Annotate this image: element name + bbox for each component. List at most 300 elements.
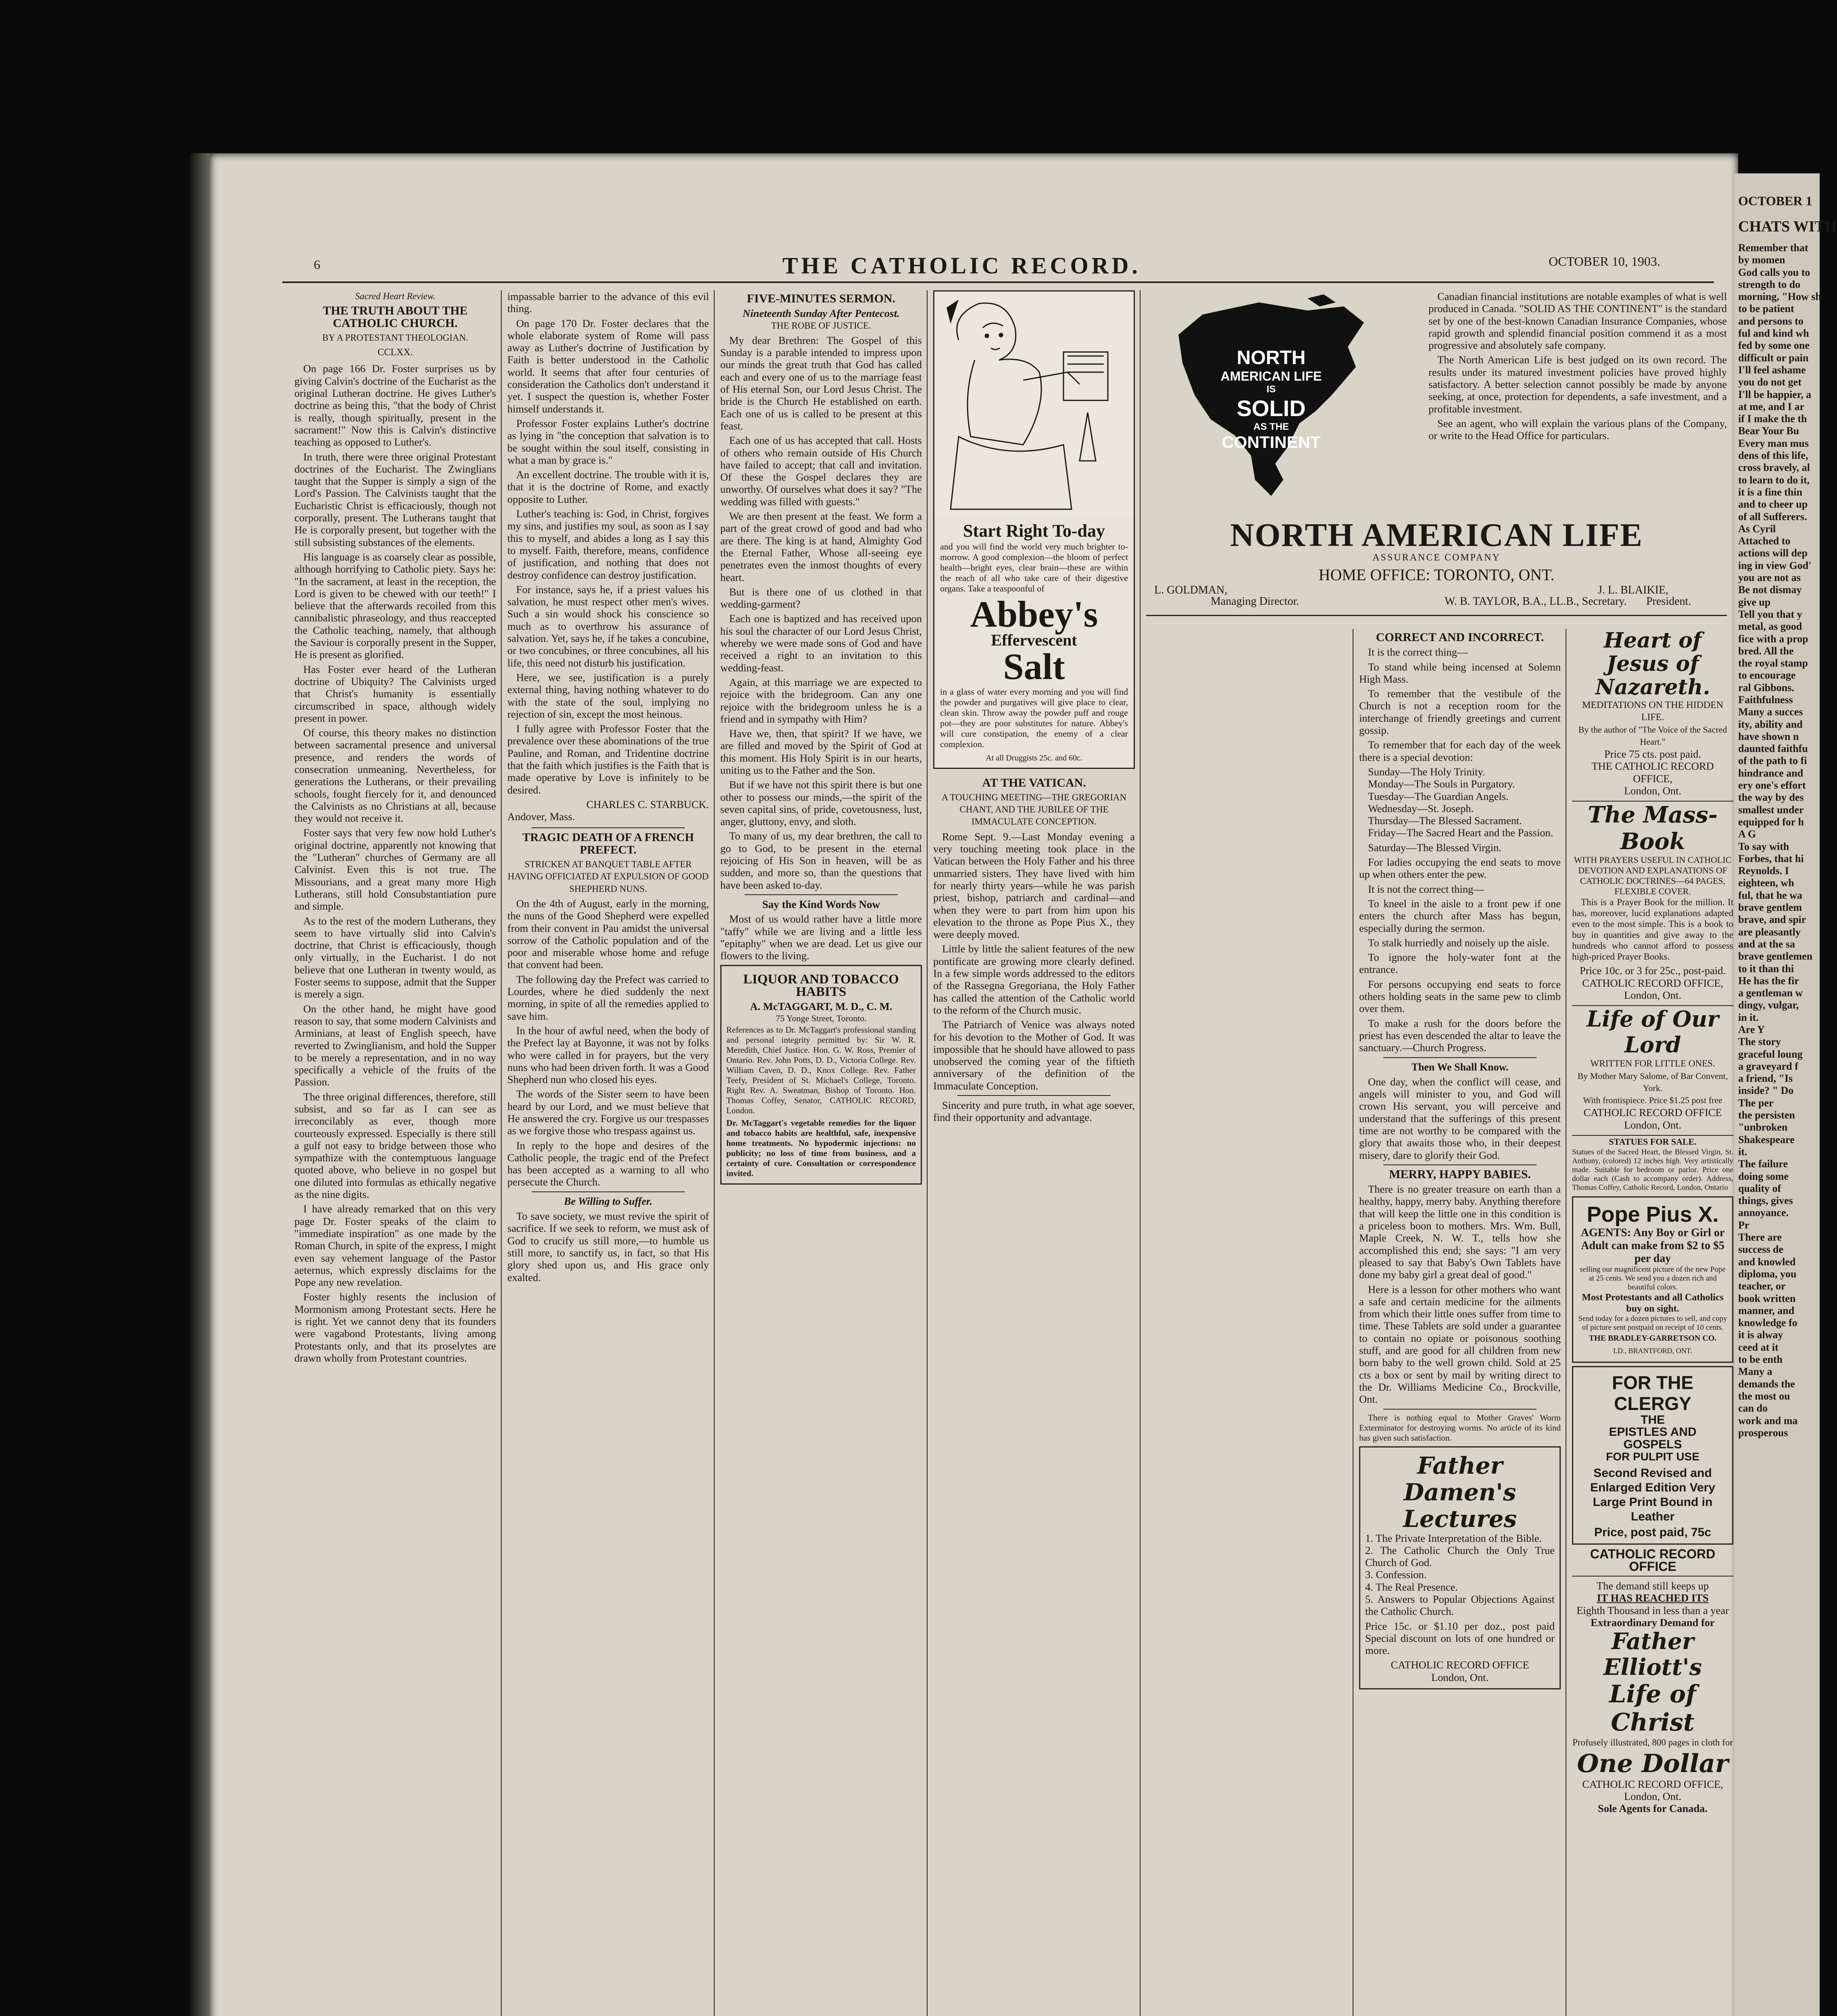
adjacent-line: The failure xyxy=(1738,1158,1788,1170)
ad-author: By the author of "The Voice of the Sacred Heart." xyxy=(1578,724,1727,747)
page-number: 6 xyxy=(314,257,320,272)
ad-office: CATHOLIC RECORD OFFICE, xyxy=(1582,977,1723,989)
sermon-paragraph: To many of us, my dear brethren, the call to go to God, to be present in the eternal rejoicing of His Son in heaven, will be as sudden, and more so, than the questions that have been asked to-day. xyxy=(720,830,922,891)
column-2 xyxy=(507,290,709,2016)
article-paragraph: On page 166 Dr. Foster surprises us by giving Calvin's doctrine of the Eucharist as the original Lutheran doctrine. He gives Luther's doctrine as being this, "that the body of Christ is really, though spiritually, present in the sacrament!" Now this is Calvin's distinctive teaching as opposed to Luther's. xyxy=(294,362,496,448)
ad-text: Second Revised and Enlarged Edition Very Large Print Bound in Leather xyxy=(1590,1466,1716,1524)
divider xyxy=(1146,615,1727,616)
slogan-line: CONTINENT xyxy=(1222,433,1321,452)
slogan-line: SOLID xyxy=(1236,396,1306,421)
article-paragraph: His language is as coarsely clear as possible, although horrifying to Catholic piety. Says he: "In the sacrament, at least in the reception, the Lord is given to be chewed with our teeth!" I believe that the afterwards recoiled from this cannibalistic phraseology, and thus reaccepted the Catholic teaching, namely, that although the Saviour is corporally present in the Supper, He is present as glorified. xyxy=(294,550,496,661)
sermon-paragraph: Have we, then, that spirit? If we have, we are filled and moved by the Spirit of God at this moment. His Holy Spirit is in our hearts, uniting us to the Father and the Son. xyxy=(720,727,922,776)
article-paragraph: The words of the Sister seem to have been heard by our Lord, and we must believe that He answered the cry. Forgive us our trespasses as we forgive those who trespass against us. xyxy=(507,1088,709,1137)
slogan-line: IS xyxy=(1266,384,1276,395)
lecture-item: 1. The Private Interpretation of the Bible. xyxy=(1365,1532,1542,1544)
divider xyxy=(957,1095,1111,1096)
masthead: THE CATHOLIC RECORD. xyxy=(782,252,1141,279)
adjacent-line: give up xyxy=(1738,596,1771,608)
ad-office: THE CATHOLIC RECORD OFFICE, xyxy=(1591,760,1714,785)
president-name: J. L. BLAIKIE, xyxy=(1598,584,1668,596)
ad-place: London, Ont. xyxy=(1624,785,1682,797)
adjacent-line: Faithfulness xyxy=(1738,694,1793,706)
ad-place: London, Ont. xyxy=(1624,1118,1682,1131)
ad-text: Statues of the Sacred Heart, the Blessed Virgin, St. Anthony, (colored) 12 inches high. Very artistically made. Suitable for bedroom or parlor. Price one dollar each (Cash to accompany order). Address, Thomas Coffey, Catholic Record, London, Ontario xyxy=(1572,1148,1733,1192)
adjacent-line: To say with xyxy=(1738,840,1789,852)
article-paragraph: impassable barrier to the advance of this evil thing. xyxy=(507,290,709,315)
adjacent-line: manner, and xyxy=(1738,1304,1795,1316)
adjacent-line: in it. xyxy=(1738,1011,1759,1023)
adjacent-line: a friend, "Is xyxy=(1738,1073,1793,1085)
slogan-line: AS THE xyxy=(1253,421,1289,432)
ad-title: LIQUOR AND TOBACCO HABITS xyxy=(743,972,899,999)
adjacent-line: at me, and I ar xyxy=(1738,400,1804,412)
adjacent-line: ity, ability and xyxy=(1738,718,1803,730)
ad-line: FOR PULPIT USE xyxy=(1606,1450,1699,1463)
ad-agents: AGENTS: Any Boy or Girl or Adult can make from $2 to $5 per day xyxy=(1581,1227,1725,1265)
article-paragraph: The Patriarch of Venice was always noted for his devotion to the Mother of God. It was impossible that he should have allowed to pass unobserved the coming year of the fiftieth anniversary of the definition of the Immaculate Conception. xyxy=(933,1018,1135,1092)
divider xyxy=(1383,1057,1537,1058)
article-paragraph: Foster says that very few now hold Luther's original doctrine, apparently not knowing that the "Lutheran" churches of Germany are all Calvinist. Even this is not true. The Missourians, and a great many more High Lutherans, still hold Consubstantiation pure and simple. xyxy=(294,827,496,912)
article-paragraph: Here, we see, justification is a purely external thing, having nothing whatever to do with the state of the soul, implying no rejection of sin, except the most heinous. xyxy=(507,671,709,720)
divider xyxy=(532,1191,685,1192)
ad-text: selling our magnificent picture of the new Pope at 25 cents. We send you a dozen rich and beautiful colors. xyxy=(1580,1265,1726,1292)
md-name: L. GOLDMAN, xyxy=(1154,584,1228,596)
adjacent-line: Many a xyxy=(1738,1366,1772,1378)
adjacent-line: Attached to xyxy=(1738,535,1791,547)
adjacent-line: the way by des xyxy=(1738,791,1804,804)
sermon-title: FIVE-MINUTES SERMON. xyxy=(746,292,896,305)
column-6 xyxy=(1359,629,1561,2016)
clergy-ad xyxy=(1572,1366,1733,1545)
adjacent-line: strength to do xyxy=(1738,278,1801,290)
adjacent-line: of the path to fi xyxy=(1738,755,1807,767)
article-title: MERRY, HAPPY BABIES. xyxy=(1389,1167,1531,1181)
adjacent-line: ful, that he wa xyxy=(1738,889,1802,901)
masthead-rule xyxy=(282,281,1714,283)
ad-text: Eighth Thousand in less than a year xyxy=(1576,1604,1729,1616)
adjacent-line: by momen xyxy=(1738,254,1785,266)
ad-subtitle: WRITTEN FOR LITTLE ONES. xyxy=(1590,1058,1715,1069)
abbeys-salt-ad xyxy=(933,290,1135,769)
article-subtitle: STRICKEN AT BANQUET TABLE AFTER HAVING OFFICIATED AT EXPULSION OF GOOD SHEPHERD NUNS. xyxy=(507,859,709,894)
adjacent-line: to be patient xyxy=(1738,303,1794,315)
adjacent-line: Many a succes xyxy=(1738,706,1803,718)
ad-title: Life of Christ xyxy=(1609,1680,1696,1737)
adjacent-line: and knowled xyxy=(1738,1256,1796,1268)
nal-paragraph: The North American Life is best judged on its own record. The results under its matured investment policies have proved highly satisfactory. A better selection cannot possibly be made by anyone seeking, at once, protection for dependents, a safe investment, and a profitable investment. xyxy=(1428,354,1727,415)
list-item: To stalk hurriedly and noisely up the aisle. xyxy=(1368,936,1550,949)
adjacent-line: morning, "How sh xyxy=(1738,291,1821,303)
newspaper-page xyxy=(210,153,1738,2016)
adjacent-line: daunted faithfu xyxy=(1738,743,1808,755)
adjacent-line: a gentleman w xyxy=(1738,987,1803,999)
nal-copy xyxy=(1428,290,1727,442)
list-item: Friday—The Sacred Heart and the Passion. xyxy=(1368,827,1553,839)
article-paragraph: I fully agree with Professor Foster that the prevalence over these abominations of the true Pauline, and Roman, and Tridentine doctrine that the faith which justifies is the Faith that is made operative by Love is infinitely to be desired. xyxy=(507,723,709,796)
company-name: NORTH AMERICAN LIFE xyxy=(1230,516,1643,553)
home-office: HOME OFFICE: TORONTO, ONT. xyxy=(1318,566,1555,584)
adjacent-line: fice with a prop xyxy=(1738,633,1808,645)
article-place: Andover, Mass. xyxy=(507,810,575,823)
adjacent-line: teacher, or xyxy=(1738,1280,1786,1292)
article-paragraph: Little by little the salient features of the new pontificate are growing more clearly defined. In a few simple words addressed to the editors of the Rassegna Gregoriana, the Holy Father has called the attention of the Catholic world to the reform of the Church music. xyxy=(933,943,1135,1016)
ad-text: Extraordinary Demand for xyxy=(1591,1616,1715,1629)
ad-text: The demand still keeps up xyxy=(1596,1580,1709,1592)
adjacent-line: dens of this life, xyxy=(1738,450,1808,462)
divider xyxy=(744,894,898,895)
article-paragraph: In the hour of awful need, when the body of the Prefect lay at Bayonne, it was not by folks who were called in for prayers, but the very nuns who had been driven forth. It was a Good Shepherd nun who closed his eyes. xyxy=(507,1024,709,1086)
sermon-paragraph: Each one is baptized and has received upon his soul the character of our Lord Jesus Christ, whereby we were made sons of God and have received a right to an invitation to this wedding-feast. xyxy=(720,612,922,674)
ad-title: The Mass-Book xyxy=(1587,802,1718,855)
adjacent-line: Bear Your Bu xyxy=(1738,425,1799,437)
ad-text: Send today for a dozen pictures to sell, and copy of picture sent postpaid on receipt of 10 cents. xyxy=(1578,1314,1727,1332)
ad-text: This is a Prayer Book for the million. It has, moreover, lucid explanations adapted even to the most simple. This is a book to buy in quantities and give away to the hundreds who cannot afford to possess high-priced Prayer Books. xyxy=(1572,897,1733,962)
ad-footer: At all Druggists 25c. and 60c. xyxy=(986,754,1082,763)
sermon-subtitle: Nineteenth Sunday After Pentecost. xyxy=(742,307,900,320)
list-item: Tuesday—The Guardian Angels. xyxy=(1368,790,1509,802)
article-paragraph: On the other hand, he might have good reason to say, that some modern Calvinists and Arminians, at least of English speech, have reverted to Zwinglianism, and hold the Supper to be merely a representation, and in no way specifically a vehicle of the fruits of the Passion. xyxy=(294,1002,496,1088)
adjacent-line: He has the fir xyxy=(1738,975,1799,987)
ad-author: By Mother Mary Salome, of Bar Convent, York. xyxy=(1577,1070,1728,1093)
article-subtitle: A TOUCHING MEETING—THE GREGORIAN CHANT, AND THE JUBILEE OF THE IMMACULATE CONCEPTION. xyxy=(941,792,1127,827)
column-rule xyxy=(1140,290,1141,2016)
adjacent-line: diploma, you xyxy=(1738,1268,1797,1280)
divider xyxy=(532,827,685,828)
adjacent-line: the persisten xyxy=(1738,1109,1795,1121)
sermon-paragraph: But if we have not this spirit there is but one other to possess our minds,—the spirit of the seven capital sins, of pride, covetousness, lust, anger, gluttony, envy, and sloth. xyxy=(720,779,922,828)
adjacent-page xyxy=(1734,173,1837,2016)
ad-line: THE xyxy=(1641,1413,1665,1427)
list-item: Sunday—The Holy Trinity. xyxy=(1368,765,1485,778)
brand-name: Abbey's xyxy=(970,594,1098,635)
adjacent-line: I'll be happier, a xyxy=(1738,388,1812,400)
list-item: Wednesday—St. Joseph. xyxy=(1368,802,1474,814)
ad-address: 75 Yonge Street, Toronto. xyxy=(776,1013,867,1024)
adjacent-line: things, gives xyxy=(1738,1195,1793,1207)
adjacent-line: the most ou xyxy=(1738,1390,1790,1402)
adjacent-line: As Cyril xyxy=(1738,523,1776,535)
ad-place: London, Ont. xyxy=(1624,1790,1682,1802)
adjacent-line: ery one's effort xyxy=(1738,779,1806,791)
adjacent-line: it is alway xyxy=(1738,1329,1783,1341)
adjacent-line: to it than thi xyxy=(1738,962,1794,975)
article-paragraph: There is no greater treasure on earth than a healthy, happy, merry baby. Anything therefore that will keep the little one in this condition is a priceless boon to mothers. Mrs. Wm. Bull, Maple Creek, N. W. T., tells how she accomplished this end; she says: "I am very pleased to say that Baby's Own Tablets have done my baby girl a great deal of good." xyxy=(1359,1183,1561,1281)
article-title: THE TRUTH ABOUT THE CATHOLIC CHURCH. xyxy=(323,304,468,330)
sermon-paragraph: Again, at this marriage we are expected to rejoice with the bridegroom. Can any one rejoice with the bridegroom unless he is a friend and in sympathy with Him? xyxy=(720,676,922,725)
adjacent-line: brave gentlem xyxy=(1738,902,1802,914)
list-item: For ladies occupying the end seats to move up when others enter the pew. xyxy=(1359,856,1561,881)
adjacent-line: smallest under xyxy=(1738,804,1804,816)
article-title: Be Willing to Suffer. xyxy=(564,1195,653,1207)
sermon-paragraph: Each one of us has accepted that call. Hosts of others who remain outside of His Church have failed to accept; that call and invitation. Of these the Gospel declares they are unworthy. Of ourselves what does it say? "The wedding was filled with guests." xyxy=(720,434,922,508)
president-title: President. xyxy=(1646,595,1691,608)
lecture-item: 2. The Catholic Church the Only True Church of God. xyxy=(1365,1544,1555,1569)
company-subtitle: ASSURANCE COMPANY xyxy=(1372,552,1501,563)
ad-office: CATHOLIC RECORD OFFICE xyxy=(1583,1106,1722,1119)
article-paragraph: One day, when the conflict will cease, and angels will minister to you, and God will crown His servant, you will perceive and understand that the sufferings of this present time are not worthy to be compared with the glory that awaits those who, in their deepest misery, dare to glorify their God. xyxy=(1359,1075,1561,1161)
pope-pius-ad xyxy=(1572,1196,1733,1363)
adjacent-line: ing in view God' xyxy=(1738,559,1812,571)
woman-illustration xyxy=(934,292,1134,517)
adjacent-line: of all Sufferers. xyxy=(1738,510,1807,523)
article-title: Then We Shall Know. xyxy=(1411,1061,1509,1073)
ad-office: CATHOLIC RECORD OFFICE, xyxy=(1582,1778,1723,1790)
article-paragraph: Most of us would rather have a little more "taffy" while we are living and a little less "epitaphy" when we are dead. Let us give our flowers to the living. xyxy=(720,913,922,962)
adjacent-line: you are not as xyxy=(1738,572,1801,584)
article-paragraph: On page 170 Dr. Foster declares that the whole elaborate system of Rome will pass away as Luther's doctrine of Justification by Faith is better understood in the Catholic world. It seems that after four centuries of consideration the Catholics don't understand it yet. I suspect the question is, whether Foster himself understands it. xyxy=(507,317,709,415)
nal-paragraph: See an agent, who will explain the various plans of the Company, or write to the Head Office for particulars. xyxy=(1428,417,1727,442)
lecture-item: 5. Answers to Popular Objections Against the Catholic Church. xyxy=(1365,1593,1555,1618)
column-rule xyxy=(927,290,928,2016)
adjacent-line: Are Y xyxy=(1738,1024,1765,1035)
adjacent-line: if I make the th xyxy=(1738,413,1807,425)
ad-line: GOSPELS xyxy=(1623,1437,1682,1451)
sermon-paragraph: We are then present at the feast. We form a part of the great crowd of good and bad who are there. The king is at hand, Almighty God the Eternal Father, Whose all-seeing eye penetrates even the inmost thoughts of every heart. xyxy=(720,510,922,583)
adjacent-line: cross bravely, al xyxy=(1738,462,1810,474)
adjacent-line: The story xyxy=(1738,1036,1781,1048)
article-title: Say the Kind Words Now xyxy=(762,898,880,910)
adjacent-line: difficult or pain xyxy=(1738,352,1809,364)
ad-title: Father Elliott's xyxy=(1603,1628,1702,1681)
ad-price: Price 75 cts. post paid. xyxy=(1604,748,1701,760)
column-rule xyxy=(501,290,502,2016)
list-item: To kneel in the aisle to a front pew if one enters the church after Mass has begun, especially during the sermon. xyxy=(1359,897,1561,934)
map-slogan xyxy=(1203,347,1340,452)
adjacent-line: brave, and spir xyxy=(1738,914,1806,926)
article-paragraph: For instance, says he, if a priest values his salvation, he must respect other men's wives. Such a sin would shock his conscience so much as to overthrow his assurance of salvation. Yet, says he, if he takes a concubine, or two concubines, or three concubines, all his life, this need not disturb his justification. xyxy=(507,583,709,669)
adjacent-line: Be not dismay xyxy=(1738,584,1802,596)
adjacent-line: bred. All the xyxy=(1738,645,1794,657)
section-label: Sacred Heart Review. xyxy=(355,291,436,301)
md-title: Managing Director. xyxy=(1211,595,1299,608)
ad-text: Profusely illustrated, 800 pages in cloth for xyxy=(1572,1737,1733,1748)
ad-place: London, Ont. xyxy=(1431,1671,1489,1683)
lecture-item: 4. The Real Presence. xyxy=(1365,1581,1458,1593)
adjacent-line: the royal stamp xyxy=(1738,657,1808,669)
worms-notice: There is nothing equal to Mother Graves' Worm Exterminator for destroying worms. No article of its kind has given such satisfaction. xyxy=(1359,1412,1561,1443)
adjacent-line: God calls you to xyxy=(1738,266,1810,278)
book-spine-shadow xyxy=(190,153,210,2016)
secretary: W. B. TAYLOR, B.A., LL.B., Secretary. xyxy=(1445,595,1627,608)
ad-place: LD., BRANTFORD, ONT. xyxy=(1613,1346,1692,1355)
liquor-ad xyxy=(720,965,922,1184)
ad-line: EPISTLES AND xyxy=(1609,1425,1697,1439)
ad-place: London, Ont. xyxy=(1624,989,1682,1001)
adjacent-line: graceful loung xyxy=(1738,1048,1803,1060)
list-item: Monday—The Souls in Purgatory. xyxy=(1368,778,1515,790)
ad-title: FOR THE CLERGY xyxy=(1612,1372,1693,1414)
adjacent-line: can do xyxy=(1738,1402,1768,1414)
adjacent-line: doing some xyxy=(1738,1170,1789,1182)
list-item: To ignore the holy-water font at the entrance. xyxy=(1359,951,1561,976)
brand-name-3: Salt xyxy=(1003,646,1065,687)
slogan-line: NORTH xyxy=(1236,347,1306,369)
list-item: It is not the correct thing— xyxy=(1368,883,1484,895)
column-rule xyxy=(714,290,715,2016)
ad-office: CATHOLIC RECORD OFFICE xyxy=(1391,1659,1529,1671)
adjacent-date: OCTOBER 1 xyxy=(1738,194,1812,208)
ad-doctor: A. McTAGGART, M. D., C. M. xyxy=(750,1000,892,1013)
adjacent-line: ful and kind wh xyxy=(1738,327,1809,339)
ad-title: Pope Pius X. xyxy=(1587,1202,1719,1227)
brand-name-2: Effervescent xyxy=(991,631,1077,649)
article-paragraph: Rome Sept. 9.—Last Monday evening a very touching meeting took place in the Vatican between the Holy Father and his three unmarried sisters. They have lived with him for nearly thirty years—while he was parish priest, bishop, patriarch and cardinal—and when they were to part from him upon his elevation to the throne as Pope Pius X., they were deeply moved. xyxy=(933,830,1135,941)
adjacent-line: brave gentlemen xyxy=(1738,950,1813,962)
adjacent-line: and at the sa xyxy=(1738,938,1795,950)
article-paragraph: In truth, there were three original Protestant doctrines of the Eucharist. The Zwinglians taught that the Supper is simply a sign of the Lord's Passion. The Calvinists taught that the Eucharistic Christ is efficaciously, though not corporally, present. The Lutherans taught that He is corporally present, but together with the still subsisting substances of the elements. xyxy=(294,450,496,548)
list-item: To make a rush for the doors before the priest has even descended the altar to leave the sanctuary.—Church Progress. xyxy=(1359,1017,1561,1054)
article-paragraph: The following day the Prefect was carried to Lourdes, where he died suddenly the next morning, in spite of all the remedies applied to save him. xyxy=(507,973,709,1022)
ad-text: in a glass of water every morning and you will find the powder and purgatives will give place to clear, clean skin. Throw away the powder puff and rouge pot—they are poor substitutes for nature. Abbey's will cure constipation, the enemy of a clear complexion. xyxy=(940,687,1128,750)
adjacent-line: ceed at it xyxy=(1738,1341,1779,1353)
lecture-item: 3. Confession. xyxy=(1365,1568,1427,1581)
ad-title: One Dollar xyxy=(1577,1748,1729,1778)
divider xyxy=(1383,1409,1537,1410)
article-signature: CHARLES C. STARBUCK. xyxy=(586,798,709,810)
ad-title: STATUES FOR SALE. xyxy=(1609,1137,1697,1147)
adjacent-line: hindrance and xyxy=(1738,767,1804,779)
article-paragraph: Of course, this theory makes no distinction between sacramental presence and universal presence, and renders the words of consecration unmeaning. Nevertheless, for generations the Lutherans, or their prevailing schools, fought fiercely for it, and denounced the Calvinists as no Christians at all, because they would not receive it. xyxy=(294,727,496,825)
adjacent-line: Tell you that y xyxy=(1738,608,1802,620)
adjacent-line: are pleasantly xyxy=(1738,926,1801,938)
adjacent-line: Remember that xyxy=(1738,242,1808,254)
article-paragraph: The three original differences, therefore, still subsist, and so far as I can see as irreconcilably as ever, though more courteously expressed. Especially is there still a gulf not easy to bridge between those who sympathize with the contemptuous language quoted above, who believe in no gospel but one diluted into formulas as ethically negative as the nine digits. xyxy=(294,1090,496,1201)
article-title: CORRECT AND INCORRECT. xyxy=(1376,631,1544,644)
article-paragraph: As to the rest of the modern Lutherans, they seem to have virtually slid into Calvin's doctrine, that Christ is efficaciously, though only virtually, in the Eucharist. I do not believe that one Lutheran in twenty would, as Foster seems to suppose, admit that the Supper is merely a sign. xyxy=(294,914,496,1000)
ad-title: Life of Our Lord xyxy=(1587,1006,1719,1058)
issue-date: OCTOBER 10, 1903. xyxy=(1549,254,1660,269)
adjacent-line: I'll feel ashame xyxy=(1738,364,1806,376)
article-byline: BY A PROTESTANT THEOLOGIAN. xyxy=(322,332,468,343)
adjacent-line: quality of xyxy=(1738,1182,1781,1194)
ad-headline: Start Right To-day xyxy=(963,521,1105,541)
article-paragraph: An excellent doctrine. The trouble with it is, that it is the doctrine of Rome, and exactly opposite to Luther. xyxy=(507,469,709,505)
damen-lectures-ad xyxy=(1359,1446,1561,1690)
slogan-line: AMERICAN LIFE xyxy=(1220,369,1322,383)
column-7 xyxy=(1572,629,1733,2016)
adjacent-line: demands the xyxy=(1738,1378,1795,1390)
column-4 xyxy=(933,290,1135,2016)
adjacent-line: eighteen, wh xyxy=(1738,877,1794,889)
adjacent-line: equipped for h xyxy=(1738,816,1804,828)
ad-subtitle: MEDITATIONS ON THE HIDDEN LIFE. xyxy=(1582,700,1724,723)
adjacent-line: book written xyxy=(1738,1292,1796,1304)
north-american-life-ad xyxy=(1146,290,1731,625)
adjacent-line: success de xyxy=(1738,1243,1783,1256)
adjacent-line: to encourage xyxy=(1738,669,1796,681)
adjacent-line: annoyance. xyxy=(1738,1207,1789,1219)
nal-paragraph: Canadian financial institutions are notable examples of what is well produced in Canada. "SOLID AS THE CONTINENT" is the standard set by one of the best-known Canadian Insurance Companies, whose rapid growth and splendid financial position commend it as a most progressive and absolutely safe company. xyxy=(1428,290,1727,352)
adjacent-line: The per xyxy=(1738,1097,1774,1109)
adjacent-line: knowledge fo xyxy=(1738,1317,1797,1329)
list-item: To remember that the vestibule of the Church is not a reception room for the interchange of friendly greetings and current gossip. xyxy=(1359,687,1561,737)
column-3 xyxy=(720,290,922,2016)
adjacent-line: and to cheer up xyxy=(1738,498,1808,510)
list-item: Thursday—The Blessed Sacrament. xyxy=(1368,814,1522,827)
column-1 xyxy=(294,290,496,2016)
article-paragraph: I have already remarked that on this very page Dr. Foster speaks of the claim to "immediate inspiration" as one made by the Roman Church, in spite of the express, I might even say vehement language of the Pastor aeternus, which expressly disclaims for the Pope any new revelation. xyxy=(294,1203,496,1289)
ad-price: Price, post paid, 75c xyxy=(1594,1526,1712,1539)
ad-title: Heart of Jesus of Nazareth. xyxy=(1595,628,1710,700)
ad-subtitle: WITH PRAYERS USEFUL IN CATHOLIC DEVOTION AND EXPLANATIONS OF CATHOLIC DOCTRINES—64 PAGES, FLEXIBLE COVER. xyxy=(1574,855,1732,897)
adjacent-line: Reynolds. I xyxy=(1738,865,1789,877)
ad-text: IT HAS REACHED ITS xyxy=(1597,1592,1709,1604)
article-number: CCLXX. xyxy=(377,347,413,358)
adjacent-title: CHATS WITH xyxy=(1738,218,1837,235)
adjacent-line: to learn to do it, xyxy=(1738,474,1810,486)
ad-office: CATHOLIC RECORD OFFICE xyxy=(1590,1547,1716,1574)
list-item: To remember that for each day of the week there is a special devotion: xyxy=(1359,739,1561,763)
adjacent-line: have shown n xyxy=(1738,730,1799,742)
adjacent-line: work and ma xyxy=(1738,1414,1798,1427)
ad-title: Father Damen's Lectures xyxy=(1403,1452,1517,1533)
adjacent-line: to be enth xyxy=(1738,1354,1783,1366)
adjacent-line: fed by some one xyxy=(1738,339,1810,352)
sermon-paragraph: But is there one of us clothed in that wedding-garment? xyxy=(720,585,922,610)
list-item: To stand while being incensed at Solemn High Mass. xyxy=(1359,660,1561,685)
sermon-heading: THE ROBE OF JUSTICE. xyxy=(771,320,871,331)
ad-price: Price 10c. or 3 for 25c., post-paid. xyxy=(1579,964,1726,977)
adjacent-line: A G xyxy=(1738,828,1756,840)
scan-border xyxy=(0,0,210,2016)
adjacent-line: prosperous xyxy=(1738,1427,1788,1439)
list-item: It is the correct thing— xyxy=(1368,646,1468,658)
article-title: AT THE VATICAN. xyxy=(982,776,1086,789)
article-paragraph: In reply to the hope and desires of the Catholic people, the tragic end of the Prefect has been accepted as a warning to all who persecute the Church. xyxy=(507,1139,709,1188)
adjacent-line: Forbes, that hi xyxy=(1738,852,1804,864)
article-paragraph: Luther's teaching is: God, in Christ, forgives my sins, and justifies my soul, as soon as I say this to myself, and abides a long as I say this to myself. Faith, therefore, means, confidence of justification, and nothing that does not destroy confidence can destroy justification. xyxy=(507,508,709,581)
adjacent-line: dingy, vulgar, xyxy=(1738,999,1799,1011)
list-item: Saturday—The Blessed Virgin. xyxy=(1368,841,1501,854)
adjacent-line: actions will dep xyxy=(1738,547,1808,559)
article-paragraph: Professor Foster explains Luther's doctrine as lying in "the conception that salvation is to be sought within the soul itself, consisting in what a man by grace is." xyxy=(507,417,709,466)
adjacent-line: inside? " Do xyxy=(1738,1085,1794,1097)
adjacent-line: a graveyard f xyxy=(1738,1060,1798,1072)
list-item: For persons occupying end seats to force others holding seats in the same pew to climb over them. xyxy=(1359,978,1561,1015)
ad-company: THE BRADLEY-GARRETSON CO. xyxy=(1589,1334,1717,1343)
ad-note: Most Protestants and all Catholics buy on sight. xyxy=(1582,1292,1724,1314)
ad-footer: Dr. McTaggart's vegetable remedies for the liquor and tobacco habits are healthful, safe, inexpensive home treatments. No hypodermic injections: no publicity; no loss of time from business, and a certainty of cure. Consultation or correspondence invited. xyxy=(726,1118,916,1178)
adjacent-line: There are xyxy=(1738,1231,1782,1243)
adjacent-line: Every man mus xyxy=(1738,437,1809,449)
adjacent-line: "unbroken xyxy=(1738,1121,1788,1133)
divider xyxy=(1572,1576,1733,1577)
article-paragraph: To save society, we must revive the spirit of sacrifice. If we seek to reform, we must ask of God to crucify us still more,—to humble us still more, to sanctify us, in fact, so that His glory shed upon us, and His grace only exalted. xyxy=(507,1210,709,1283)
divider xyxy=(1383,1164,1537,1165)
adjacent-line: it is a fine thin xyxy=(1738,486,1802,498)
ad-text: Sole Agents for Canada. xyxy=(1598,1802,1708,1815)
ad-text: and you will find the world very much brighter to-morrow. A good complexion—the bloom of perfect health—bright eyes, clear brain—these are within the reach of all who take care of their digestive organs. Take a teaspoonful of xyxy=(940,541,1128,594)
article-paragraph: Foster highly resents the inclusion of Mormonism among Protestant sects. Here he is right. Yet we cannot deny that its founders were vagabond Protestants, living among Protestants only, and that its proselytes are drawn wholly from Protestant countries. xyxy=(294,1291,496,1364)
article-paragraph: Here is a lesson for other mothers who want a safe and certain medicine for the ailments from which their little ones suffer from time to time. These Tablets are sold under a guarantee to contain no opiate or poisonous soothing stuff, and are good for all children from new born baby to the well grown child. Sold at 25 cts a box or sent by mail by writing direct to the Dr. Williams Medicine Co., Brockville, Ont. xyxy=(1359,1283,1561,1406)
adjacent-line: you do not get xyxy=(1738,376,1802,388)
adjacent-line: Pr xyxy=(1738,1219,1749,1231)
adjacent-line: it. xyxy=(1738,1145,1747,1158)
ad-text: References as to Dr. McTaggart's professional standing and personal integrity permitted by: Sir W. R. Meredith, Chief Justice. Hon. G. W. Ross, Premier of Ontario. Rev. John Potts, D. D., Victoria College. Rev. William Caven, D. D., Knox College. Rev. Father Teefy, President of St. Michael's College, Toronto. Right Rev. A. Sweatman, Bishop of Toronto. Hon. Thomas Coffey, Senator, CATHOLIC RECORD, London. xyxy=(726,1025,916,1115)
article-paragraph: Has Foster ever heard of the Lutheran doctrine of Ubiquity? The Calvinists urged that Christ's humanity is essentially circumscribed in space, although widely present in power. xyxy=(294,663,496,724)
article-paragraph: Sincerity and pure truth, in what age soever, find their opportunity and advantage. xyxy=(933,1099,1135,1124)
adjacent-line: and persons to xyxy=(1738,315,1804,327)
adjacent-column-text xyxy=(1738,242,1821,1439)
article-paragraph: On the 4th of August, early in the morning, the nuns of the Good Shepherd were expelled from their convent in Pau amidst the universal sorrow of the Catholic population and of the poor and miserable whose home and refuge that convent had been. xyxy=(507,897,709,971)
adjacent-line: Shakespeare xyxy=(1738,1133,1795,1145)
article-title: TRAGIC DEATH OF A FRENCH PREFECT. xyxy=(522,831,694,856)
ad-price: With frontispiece. Price $1.25 post free xyxy=(1583,1095,1722,1106)
ad-price: Price 15c. or $1.10 per doz., post paid Special discount on lots of one hundred or more. xyxy=(1365,1620,1555,1657)
adjacent-line: metal, as good xyxy=(1738,621,1802,633)
sermon-paragraph: My dear Brethren: The Gospel of this Sunday is a parable intended to impress upon our minds the great truth that God has called each and every one of us to the marriage feast of His eternal Son, our Lord Jesus Christ. The bride is the Church He established on earth. Each one of us is called to be present at this feast. xyxy=(720,334,922,432)
adjacent-line: ral Gibbons. xyxy=(1738,681,1794,694)
